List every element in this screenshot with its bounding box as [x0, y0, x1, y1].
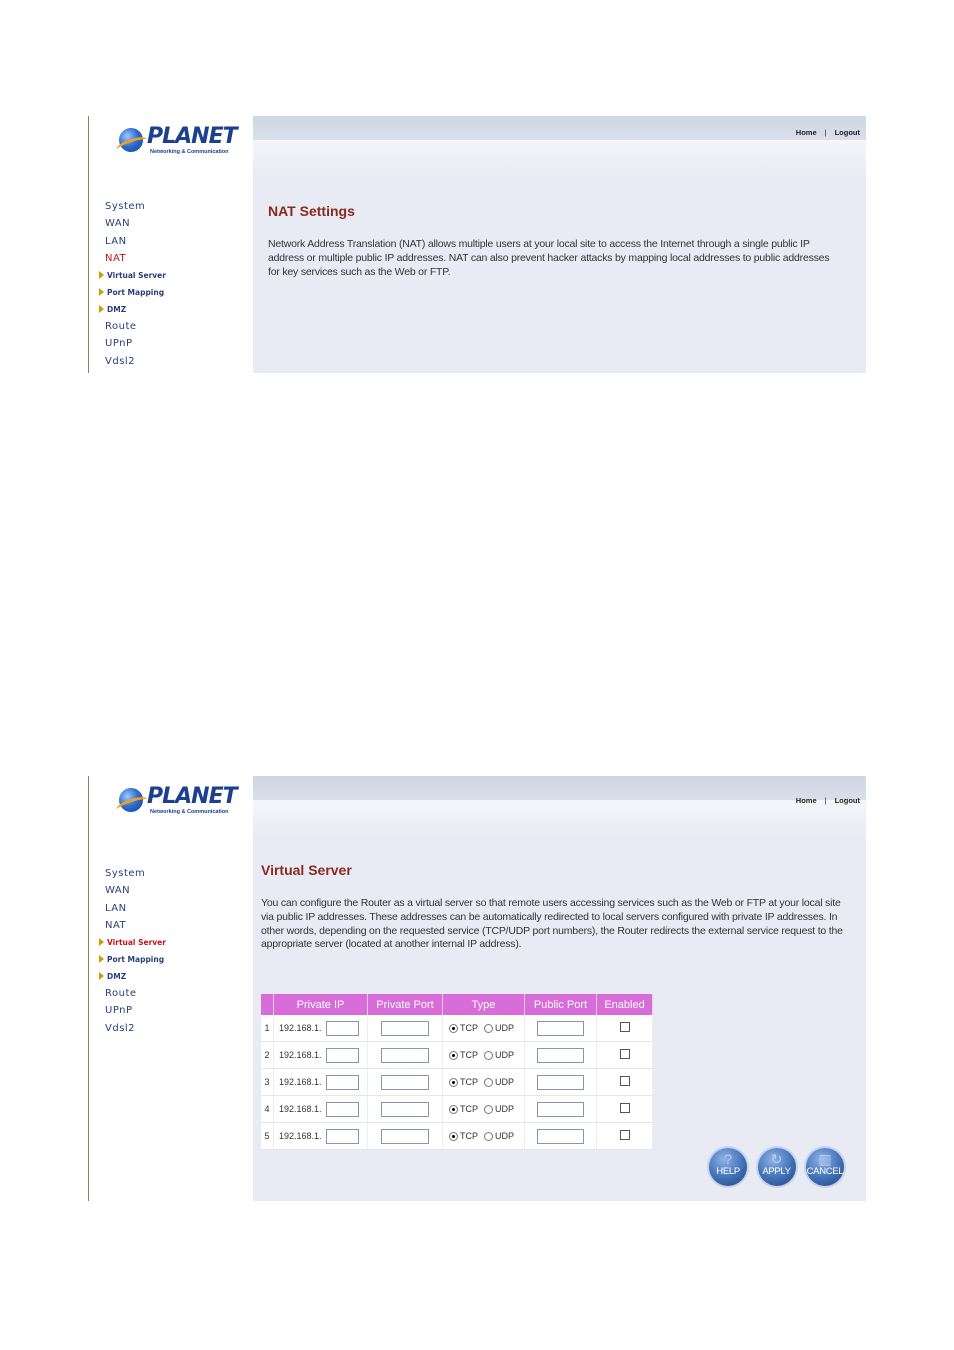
table-row: 5 192.168.1. TCP UDP: [261, 1123, 653, 1150]
main-content: [253, 116, 866, 373]
planet-logo: [119, 124, 237, 160]
nav-route[interactable]: Route: [105, 988, 137, 1000]
arrow-icon: [99, 271, 104, 279]
top-links: Home | Logout: [795, 796, 860, 805]
logout-link[interactable]: Logout: [834, 128, 860, 137]
private-ip-input[interactable]: [326, 1102, 359, 1117]
nav-menu: [105, 865, 170, 1037]
arrow-icon: [99, 938, 104, 946]
row-index: 4: [261, 1096, 274, 1123]
public-port-input[interactable]: [537, 1021, 584, 1036]
refresh-icon: ↻: [770, 1151, 783, 1167]
udp-radio[interactable]: [484, 1132, 493, 1141]
action-buttons: [703, 1148, 844, 1191]
planet-logo: [119, 784, 237, 820]
enabled-checkbox[interactable]: [620, 1076, 630, 1086]
table-header: [261, 994, 653, 1015]
tcp-radio[interactable]: [449, 1078, 458, 1087]
nav-dmz[interactable]: DMZ: [101, 301, 166, 318]
private-ip-input[interactable]: [326, 1129, 359, 1144]
enabled-checkbox[interactable]: [620, 1130, 630, 1140]
home-link[interactable]: Home: [795, 796, 817, 805]
udp-radio[interactable]: [484, 1051, 493, 1060]
ip-prefix: 192.168.1.: [279, 1076, 322, 1087]
col-private-port: Private Port: [368, 994, 443, 1015]
col-type: Type: [443, 994, 525, 1015]
private-ip-input[interactable]: [326, 1048, 359, 1063]
private-ip-input[interactable]: [326, 1075, 359, 1090]
nav-wan[interactable]: WAN: [105, 218, 131, 230]
nav-wan[interactable]: WAN: [105, 885, 131, 897]
nav-menu: [105, 198, 170, 370]
nav-nat[interactable]: NAT: [105, 252, 127, 264]
arrow-icon: [99, 955, 104, 963]
help-button[interactable]: ? HELP: [709, 1148, 747, 1186]
enabled-checkbox[interactable]: [620, 1049, 630, 1059]
col-enabled: Enabled: [597, 994, 653, 1015]
cancel-button[interactable]: ▥ CANCEL: [806, 1148, 844, 1186]
nav-system[interactable]: System: [105, 868, 146, 879]
udp-radio[interactable]: [484, 1024, 493, 1033]
udp-radio[interactable]: [484, 1078, 493, 1087]
brand-name: PLANET: [147, 784, 237, 809]
page-title: Virtual Server: [261, 862, 352, 878]
table-body: [261, 1015, 653, 1150]
nav-port-mapping[interactable]: Port Mapping: [101, 951, 166, 968]
private-port-input[interactable]: [381, 1048, 429, 1063]
tcp-radio[interactable]: [449, 1024, 458, 1033]
brand-tagline: Networking & Communication: [150, 809, 229, 815]
virtual-server-screen: [88, 776, 866, 1201]
apply-button[interactable]: ↻ APPLY: [758, 1148, 796, 1186]
top-links: Home | Logout: [795, 128, 860, 137]
tcp-radio[interactable]: [449, 1132, 458, 1141]
ip-prefix: 192.168.1.: [279, 1130, 322, 1141]
public-port-input[interactable]: [537, 1048, 584, 1063]
private-port-input[interactable]: [381, 1021, 429, 1036]
home-link[interactable]: Home: [795, 128, 817, 137]
virtual-server-table: [261, 994, 653, 1150]
main-content: [253, 776, 866, 1201]
logout-link[interactable]: Logout: [834, 796, 860, 805]
nav-virtual-server[interactable]: Virtual Server: [101, 267, 166, 284]
ip-prefix: 192.168.1.: [279, 1103, 322, 1114]
nav-upnp[interactable]: UPnP: [105, 1005, 133, 1017]
public-port-input[interactable]: [537, 1102, 584, 1117]
col-public-port: Public Port: [525, 994, 597, 1015]
row-index: 5: [261, 1123, 274, 1150]
table-row: 1 192.168.1. TCP UDP: [261, 1015, 653, 1042]
col-private-ip: Private IP: [274, 994, 368, 1015]
table-row: 4 192.168.1. TCP UDP: [261, 1096, 653, 1123]
arrow-icon: [99, 972, 104, 980]
private-port-input[interactable]: [381, 1075, 429, 1090]
nav-upnp[interactable]: UPnP: [105, 338, 133, 350]
table-row: 3 192.168.1. TCP UDP: [261, 1069, 653, 1096]
page-description: Network Address Translation (NAT) allows multiple users at your local site to access the Internet through a single public IP address or multiple public IP addresses. NAT can also prevent hacker attacks by mapping local addresses to public addresses for key services such as the Web or FTP.: [268, 238, 830, 278]
trash-icon: ▥: [818, 1151, 832, 1167]
nav-lan[interactable]: LAN: [105, 235, 127, 247]
enabled-checkbox[interactable]: [620, 1103, 630, 1113]
nav-nat[interactable]: NAT: [105, 919, 127, 931]
tcp-radio[interactable]: [449, 1051, 458, 1060]
nav-vdsl2[interactable]: Vdsl2: [105, 1022, 136, 1034]
sidebar: [88, 116, 254, 373]
arrow-icon: [99, 288, 104, 296]
row-index: 3: [261, 1069, 274, 1096]
nav-virtual-server[interactable]: Virtual Server: [101, 934, 166, 951]
table-row: 2 192.168.1. TCP UDP: [261, 1042, 653, 1069]
nav-system[interactable]: System: [105, 201, 146, 212]
row-index: 1: [261, 1015, 274, 1042]
question-icon: ?: [724, 1151, 732, 1167]
udp-radio[interactable]: [484, 1105, 493, 1114]
brand-name: PLANET: [147, 124, 237, 149]
private-ip-input[interactable]: [326, 1021, 359, 1036]
page-description: You can configure the Router as a virtual server so that remote users accessing services such as the Web or FTP at your local site via public IP addresses. These addresses can be automatically redirected to local servers configured with private IP addresses. In other words, depending on the requested service (TCP/UDP port numbers), the Router redirects the external service request to the appropriate server (located at another internal IP address).: [261, 897, 843, 951]
row-index: 2: [261, 1042, 274, 1069]
nav-vdsl2[interactable]: Vdsl2: [105, 355, 136, 367]
page-title: NAT Settings: [268, 203, 355, 219]
ip-prefix: 192.168.1.: [279, 1049, 322, 1060]
private-port-input[interactable]: [381, 1102, 429, 1117]
nat-settings-screen: [88, 116, 866, 373]
nav-lan[interactable]: LAN: [105, 902, 127, 914]
private-port-input[interactable]: [381, 1129, 429, 1144]
arrow-icon: [99, 305, 104, 313]
sidebar: [88, 776, 254, 1201]
brand-tagline: Networking & Communication: [150, 149, 229, 155]
enabled-checkbox[interactable]: [620, 1022, 630, 1032]
tcp-radio[interactable]: [449, 1105, 458, 1114]
nav-port-mapping[interactable]: Port Mapping: [101, 284, 166, 301]
public-port-input[interactable]: [537, 1129, 584, 1144]
nav-dmz[interactable]: DMZ: [101, 968, 166, 985]
ip-prefix: 192.168.1.: [279, 1022, 322, 1033]
nav-route[interactable]: Route: [105, 321, 137, 333]
public-port-input[interactable]: [537, 1075, 584, 1090]
